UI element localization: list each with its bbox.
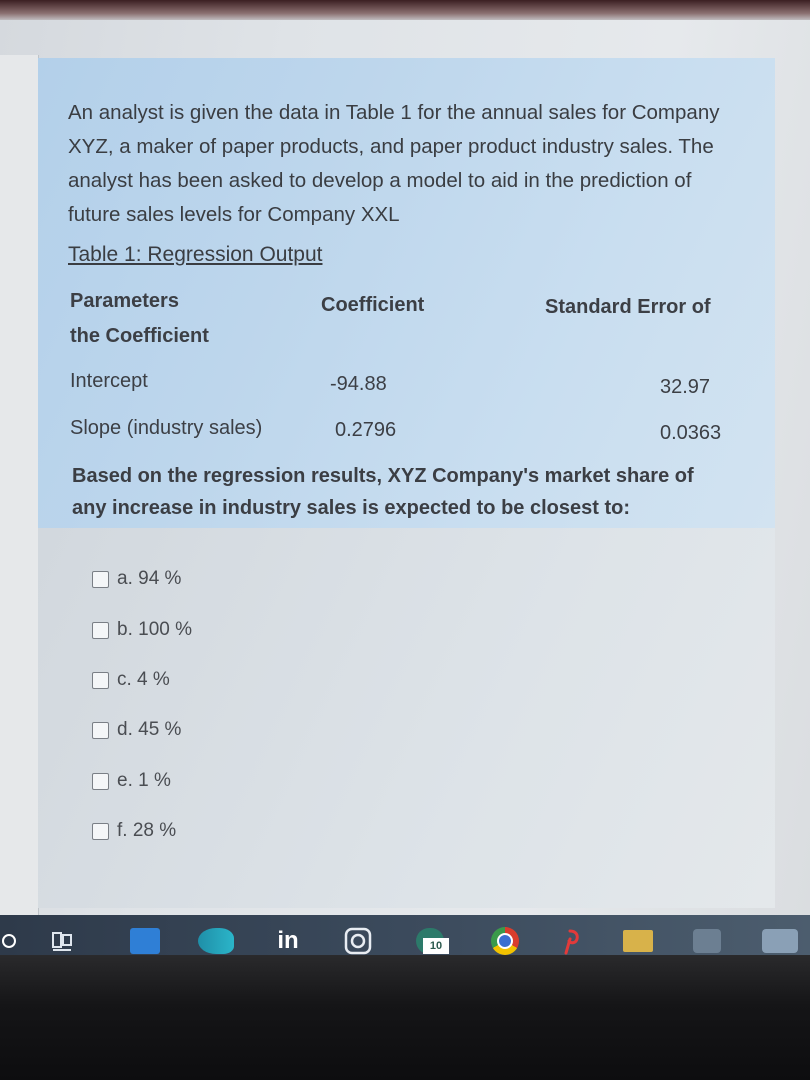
header-parameters: Parameters	[70, 290, 179, 312]
row-slope-param: Slope (industry sales)	[70, 417, 263, 439]
row-intercept-param: Intercept	[70, 370, 148, 392]
option-f[interactable]	[92, 820, 176, 842]
pinterest-icon[interactable]	[555, 927, 585, 955]
monitor-bezel	[0, 955, 810, 1080]
option-d[interactable]	[92, 719, 181, 741]
option-c[interactable]	[92, 669, 170, 691]
option-label: a. 94 %	[117, 568, 182, 589]
checkbox[interactable]	[92, 672, 109, 689]
instagram-icon[interactable]	[340, 927, 376, 955]
calendar-badge: 10	[423, 938, 449, 954]
option-label: c. 4 %	[117, 669, 170, 690]
option-label: d. 45 %	[117, 719, 182, 740]
question-intro: An analyst is given the data in Table 1 for the annual sales for Company XYZ, a maker of paper products, and paper product industry sales. The analyst has been asked to develop a model to aid in the prediction of future sales levels for Company XXL	[68, 101, 720, 226]
search-icon[interactable]	[0, 927, 20, 955]
checkbox[interactable]	[92, 622, 109, 639]
tray-icon[interactable]	[760, 927, 800, 955]
header-coefficient: Coefficient	[321, 294, 425, 316]
row-intercept-se: 32.97	[660, 376, 711, 398]
option-label: e. 1 %	[117, 770, 171, 791]
app-icon-2[interactable]	[690, 927, 724, 955]
chrome-icon[interactable]	[485, 927, 525, 955]
header-the-coefficient: the Coefficient	[70, 325, 209, 347]
left-window-frame	[0, 55, 39, 915]
table-title: Table 1: Regression Output	[68, 243, 323, 266]
linkedin-icon[interactable]: in	[277, 927, 299, 954]
header-std-error: Standard Error of	[545, 296, 711, 318]
checkbox[interactable]	[92, 773, 109, 790]
row-slope-se: 0.0363	[660, 422, 722, 444]
folder-icon[interactable]	[620, 927, 656, 955]
option-label: f. 28 %	[117, 820, 177, 841]
checkbox[interactable]	[92, 722, 109, 739]
option-a[interactable]	[92, 568, 181, 590]
row-intercept-coef: -94.88	[330, 373, 387, 395]
monitor-top-edge	[0, 0, 810, 22]
option-e[interactable]	[92, 770, 171, 792]
option-b[interactable]	[92, 619, 192, 641]
calendar-icon[interactable]	[412, 927, 452, 955]
checkbox[interactable]	[92, 571, 109, 588]
question-prompt: Based on the regression results, XYZ Company's market share of any increase in industry sales is expected to be closest to:	[72, 465, 694, 519]
edge-icon[interactable]	[196, 927, 236, 955]
checkbox[interactable]	[92, 823, 109, 840]
row-slope-coef: 0.2796	[335, 419, 397, 441]
option-label: b. 100 %	[117, 619, 192, 640]
task-view-icon[interactable]	[48, 927, 76, 955]
app-icon[interactable]	[128, 927, 162, 955]
